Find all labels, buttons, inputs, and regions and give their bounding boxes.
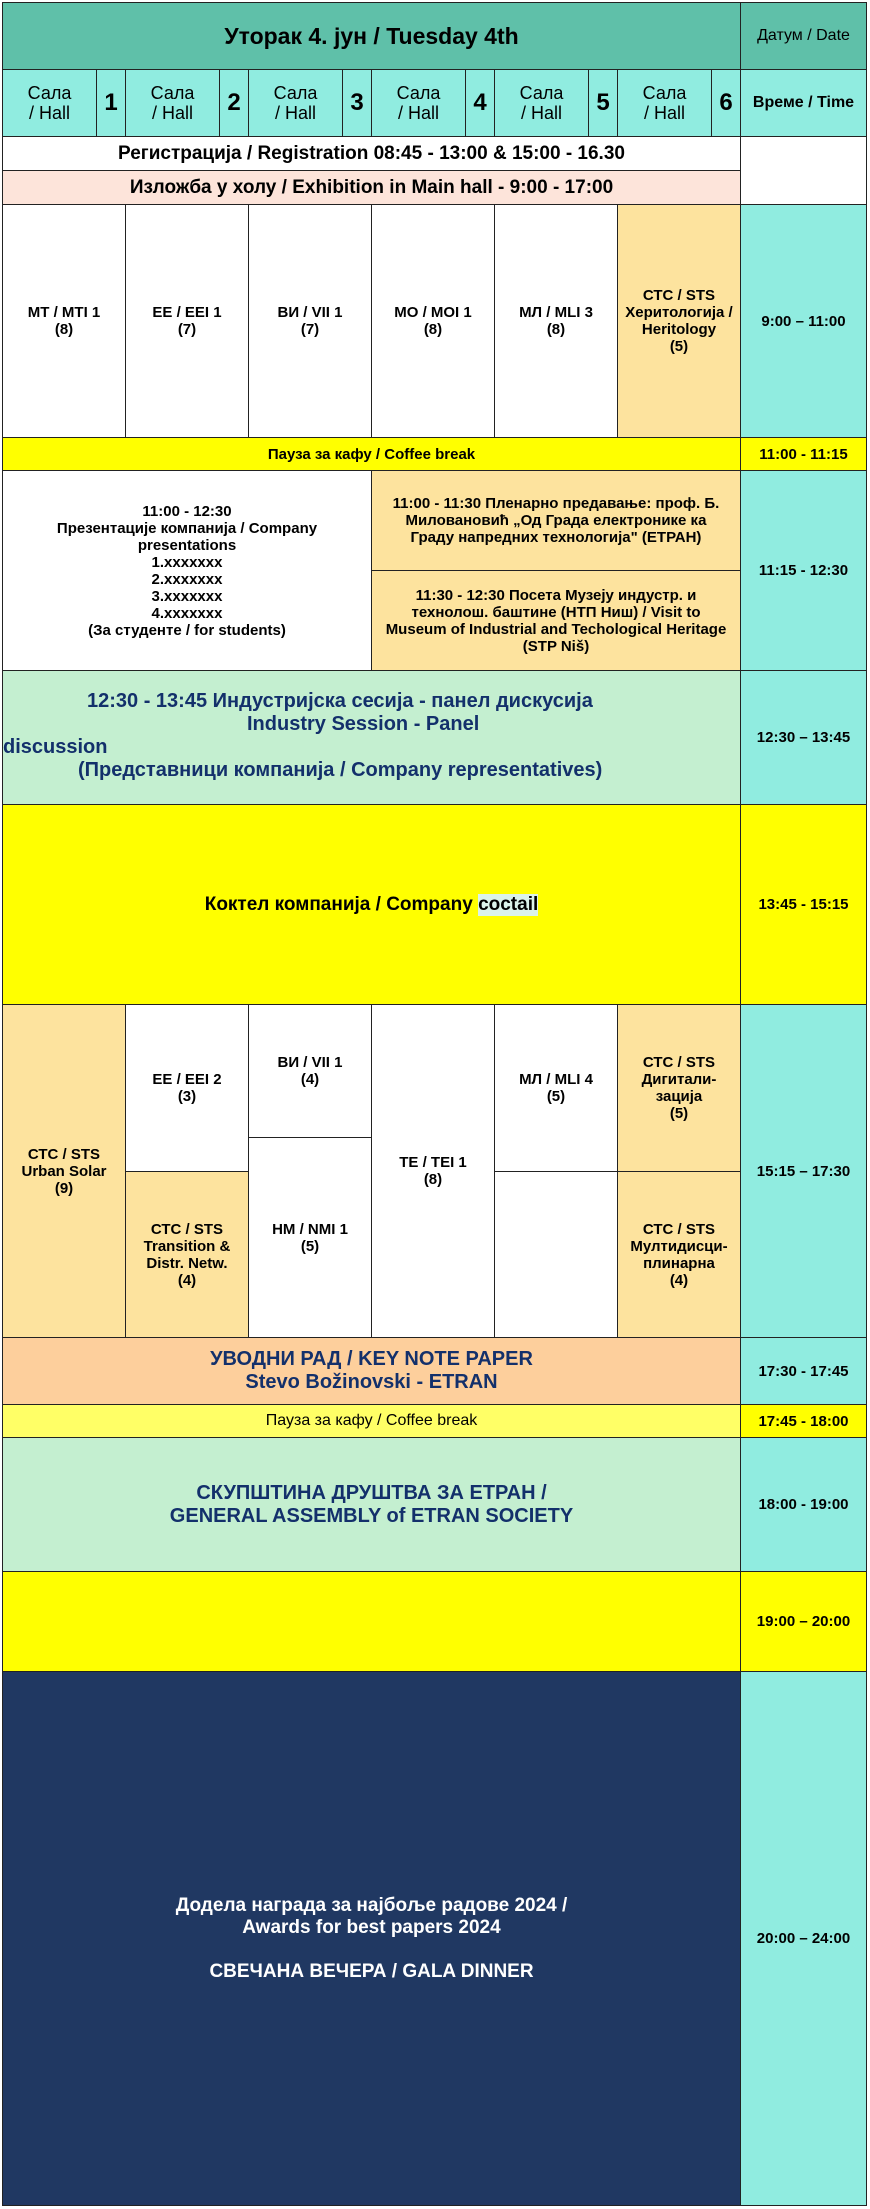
time-1920: 19:00 – 20:00: [740, 1571, 867, 1672]
company-cocktail: [2, 804, 741, 1005]
time-gala: 20:00 – 24:00: [740, 1671, 867, 2206]
cocktail-highlight: coctail: [478, 893, 539, 915]
company-presentations: 11:00 - 12:30 Презентације компанија / Company presentations 1.xxxxxxx 2.xxxxxxx 3.xxxxxxx 4.xxxxxxx (За студенте / for students): [2, 470, 372, 671]
session-mli-3: МЛ / MLI 3 (8): [494, 204, 618, 438]
registration-row: Регистрација / Registration 08:45 - 13:00 & 15:00 - 16.30: [2, 136, 741, 171]
time-coffee-2: 17:45 - 18:00: [740, 1404, 867, 1438]
gala-dinner-text: СВЕЧАНА ВЕЧЕРА / GALA DINNER: [209, 1960, 534, 1982]
session-mli-4: МЛ / MLI 4 (5): [494, 1004, 618, 1172]
industry-line-3: discussion: [3, 736, 108, 758]
plenary-lecture: 11:00 - 11:30 Пленарно предавање: проф. Б. Миловановић „Од Града електронике ка Граду напредних технологија" (ЕТРАН): [371, 470, 741, 571]
hall-2-number: 2: [219, 69, 249, 137]
session-moi-1: МО / MOI 1 (8): [371, 204, 495, 438]
session-sts-urban-solar: СТС / STS Urban Solar (9): [2, 1004, 126, 1338]
time-industry: 12:30 – 13:45: [740, 670, 867, 805]
time-morning: 9:00 – 11:00: [740, 204, 867, 438]
keynote-paper: УВОДНИ РАД / KEY NOTE PAPER Stevo Božinovski - ETRAN: [2, 1337, 741, 1405]
time-assembly: 18:00 - 19:00: [740, 1437, 867, 1572]
hall-2-label: Сала / Hall: [125, 69, 220, 137]
hall-4-label: Сала / Hall: [371, 69, 466, 137]
time-midday: 11:15 - 12:30: [740, 470, 867, 671]
time-coffee-1: 11:00 - 11:15: [740, 437, 867, 471]
session-sts-heritology: СТС / STS Херитологија / Heritology (5): [617, 204, 741, 438]
gala-dinner: [2, 1671, 741, 2206]
time-keynote: 17:30 - 17:45: [740, 1337, 867, 1405]
session-nmi-1: НМ / NMI 1 (5): [248, 1137, 372, 1338]
date-label: Датум / Date: [740, 2, 867, 70]
museum-visit: 11:30 - 12:30 Посета Музеју индустр. и технолош. баштине (НТП Ниш) / Visit to Museum of Industrial and Techological Heritage (STP Niš): [371, 570, 741, 671]
hall-3-number: 3: [342, 69, 372, 137]
session-tei-1: ТЕ / TEI 1 (8): [371, 1004, 495, 1338]
hall-6-label: Сала / Hall: [617, 69, 712, 137]
industry-line-2: Industry Session - Panel: [247, 713, 480, 735]
general-assembly: СКУПШТИНА ДРУШТВА ЗА ЕТРАН / GENERAL ASSEMBLY of ETRAN SOCIETY: [2, 1437, 741, 1572]
cocktail-label: Коктел компанија / Company: [204, 893, 479, 915]
session-sts-digital: СТС / STS Дигитали- зација (5): [617, 1004, 741, 1172]
time-afternoon: 15:15 – 17:30: [740, 1004, 867, 1338]
hall-6-number: 6: [711, 69, 741, 137]
session-vii-1-afternoon: ВИ / VII 1 (4): [248, 1004, 372, 1138]
hall-3-label: Сала / Hall: [248, 69, 343, 137]
hall-5-number: 5: [588, 69, 618, 137]
hall-5-label: Сала / Hall: [494, 69, 589, 137]
hall-1-number: 1: [96, 69, 126, 137]
session-mti-1: МТ / MTI 1 (8): [2, 204, 126, 438]
session-eei-1: ЕЕ / EEI 1 (7): [125, 204, 249, 438]
session-eei-2: ЕЕ / EEI 2 (3): [125, 1004, 249, 1172]
industry-session: [2, 670, 741, 805]
industry-line-1: 12:30 - 13:45 Индустријска сесија - панел дискусија: [87, 690, 593, 712]
empty-slot-hall-5: [494, 1171, 618, 1338]
session-vii-1: ВИ / VII 1 (7): [248, 204, 372, 438]
exhibition-row: Изложба у холу / Exhibition in Main hall - 9:00 - 17:00: [2, 170, 741, 205]
session-sts-multi: СТС / STS Мултидисци- плинарна (4): [617, 1171, 741, 1338]
awards-text: Додела награда за најбоље радове 2024 / Awards for best papers 2024: [175, 1894, 568, 1938]
hall-4-number: 4: [465, 69, 495, 137]
time-label: Време / Time: [740, 69, 867, 137]
time-cocktail: 13:45 - 15:15: [740, 804, 867, 1005]
session-sts-transition: СТС / STS Transition & Distr. Netw. (4): [125, 1171, 249, 1338]
industry-line-4: (Представници компанија / Company representatives): [78, 759, 603, 781]
coffee-break-2: Пауза за кафу / Coffee break: [2, 1404, 741, 1438]
day-title: Уторак 4. јун / Tuesday 4th: [2, 2, 741, 70]
coffee-break-1: Пауза за кафу / Coffee break: [2, 437, 741, 471]
registration-time-blank: [740, 136, 867, 205]
hall-1-label: Сала / Hall: [2, 69, 97, 137]
empty-slot-1920: [2, 1571, 741, 1672]
